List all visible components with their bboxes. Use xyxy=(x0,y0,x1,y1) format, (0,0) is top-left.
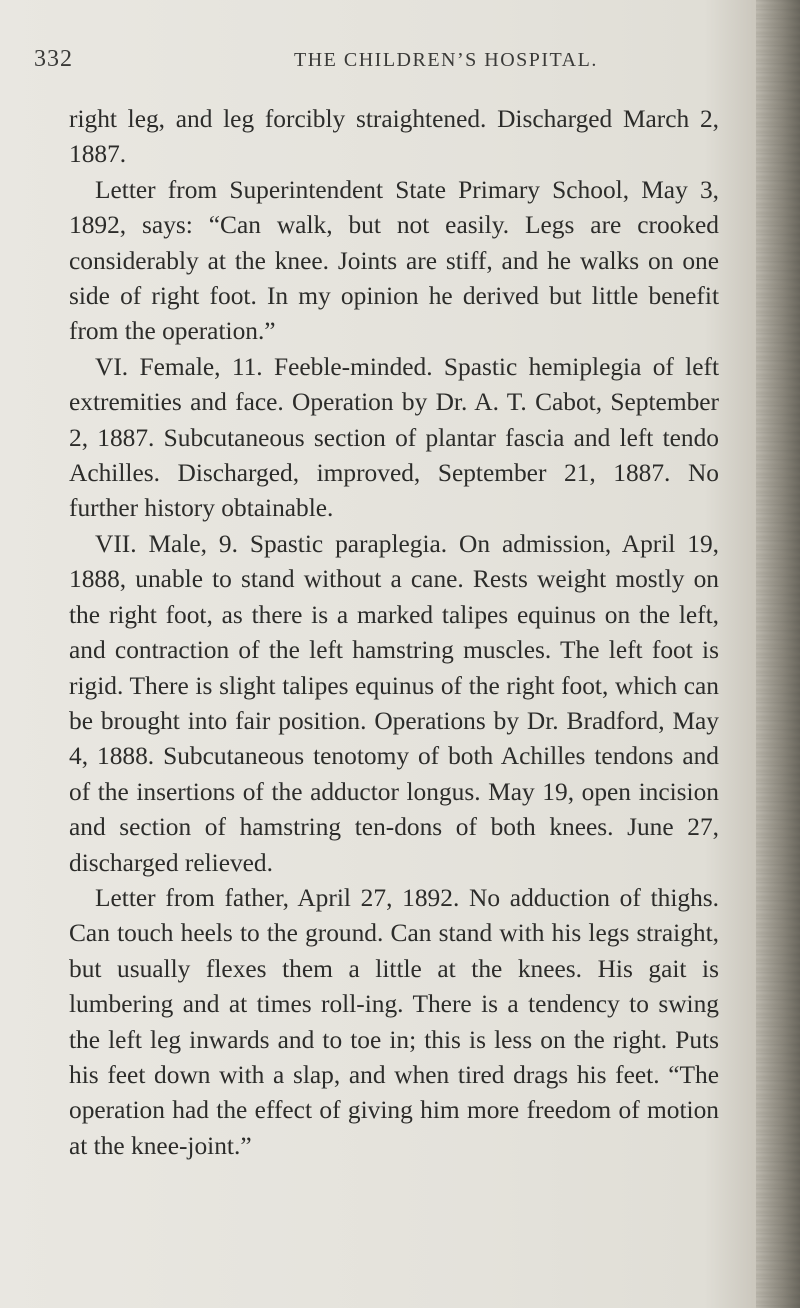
page-number: 332 xyxy=(34,46,73,72)
paragraph: VI. Female, 11. Feeble-minded. Spastic hemiplegia of left extremities and face. Operation by Dr. A. T. Cabot, September 2, 1887. Subcutaneous section of plantar fascia and left tendo Achilles. Discharged, improved, September 21, 1887. No further history obtainable. xyxy=(69,352,719,523)
paragraph: Letter from Superintendent State Primary School, May 3, 1892, says: “Can walk, but not easily. Legs are crooked considerably at the knee. Joints are stiff, and he walks on one side of right foot. In my opinion he derived but little benefit from the operation.” xyxy=(69,175,719,346)
running-head: THE CHILDREN’S HOSPITAL. xyxy=(294,49,598,71)
paragraph: right leg, and leg forcibly straightened. Discharged March 2, 1887. xyxy=(69,105,719,169)
paragraph: Letter from father, April 27, 1892. No adduction of thighs. Can touch heels to the ground. Can stand with his legs straight, but usually flexes them a little at the knees. His gait is lumbering and at times roll-ing. There is a tendency to swing the left leg inwards and to toe in; this is less on the right. Puts his feet down with a slap, and when tired drags his feet. “The operation had the effect of giving him more freedom of motion at the knee-joint.” xyxy=(69,883,719,1160)
page-header xyxy=(34,46,752,86)
page-edge-shadow xyxy=(756,0,800,1308)
body-text xyxy=(69,102,719,1164)
paragraph: VII. Male, 9. Spastic paraplegia. On admission, April 19, 1888, unable to stand without a cane. Rests weight mostly on the right foot, as there is a marked talipes equinus on the left, and contraction of the left hamstring muscles. The left foot is rigid. There is slight talipes equinus of the right foot, which can be brought into fair position. Operations by Dr. Bradford, May 4, 1888. Subcutaneous tenotomy of both Achilles tendons and of the insertions of the adductor longus. May 19, open incision and section of hamstring ten-dons of both knees. June 27, discharged relieved. xyxy=(69,529,719,877)
